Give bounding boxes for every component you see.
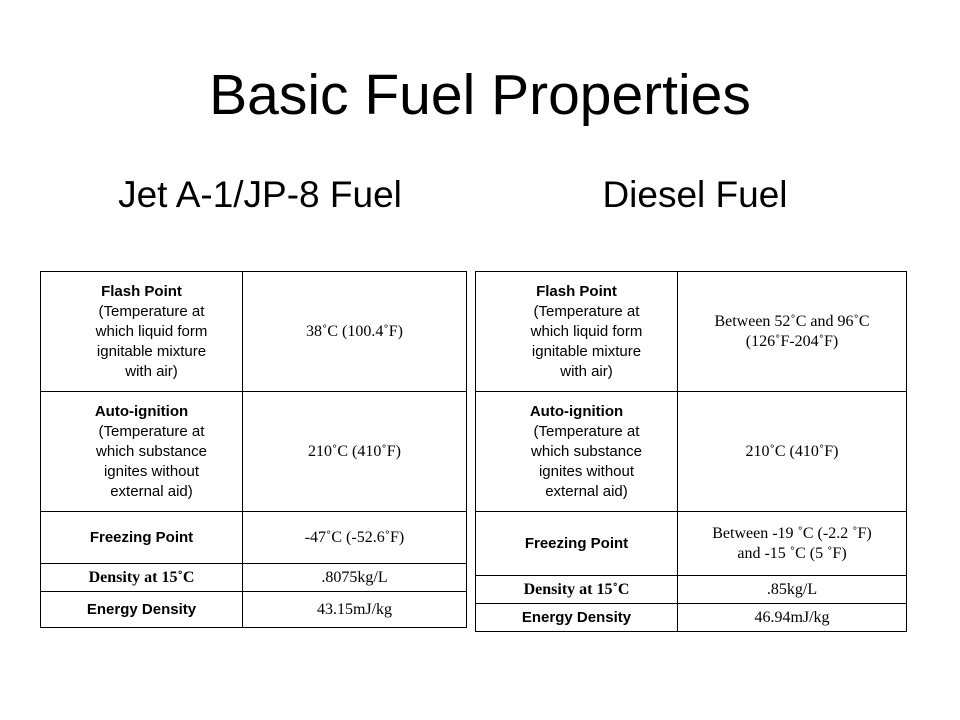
energy-density-value: 43.15mJ/kg — [243, 592, 467, 628]
freezing-point-value: -47˚C (-52.6˚F) — [243, 512, 467, 564]
flash-point-desc-line: which liquid form — [95, 322, 208, 340]
energy-density-label: Energy Density — [41, 592, 243, 628]
flash-point-value-line: Between 52˚C and 96˚C — [714, 312, 870, 330]
flash-point-value: 38˚C (100.4˚F) — [243, 272, 467, 392]
flash-point-label-cell — [476, 272, 678, 392]
table-row — [476, 576, 907, 604]
freezing-point-label: Freezing Point — [476, 512, 678, 576]
table-row — [41, 272, 467, 392]
auto-ignition-desc-line: ignites without — [538, 462, 635, 480]
auto-ignition-value: 210˚C (410˚F) — [243, 392, 467, 512]
table-row — [476, 392, 907, 512]
jet-fuel-properties-table — [40, 271, 467, 628]
auto-ignition-desc-line: which substance — [96, 442, 207, 460]
density-label: Density at 15˚C — [476, 576, 678, 604]
diesel-fuel-properties-table — [475, 271, 907, 632]
flash-point-label: Flash Point — [536, 282, 617, 300]
flash-point-label: Flash Point — [101, 282, 182, 300]
flash-point-desc-line: ignitable mixture — [96, 342, 207, 360]
auto-ignition-desc-line: ignites without — [103, 462, 200, 480]
density-value: .8075kg/L — [243, 564, 467, 592]
table-row — [476, 272, 907, 392]
freezing-point-label: Freezing Point — [41, 512, 243, 564]
freezing-point-value-line: and -15 ˚C (5 ˚F) — [737, 544, 847, 562]
density-label: Density at 15˚C — [41, 564, 243, 592]
auto-ignition-value: 210˚C (410˚F) — [678, 392, 907, 512]
energy-density-value: 46.94mJ/kg — [678, 604, 907, 632]
flash-point-value-cell — [678, 272, 907, 392]
flash-point-value-line: (126˚F-204˚F) — [745, 332, 839, 350]
density-value: .85kg/L — [678, 576, 907, 604]
flash-point-desc-line: (Temperature at — [533, 302, 640, 320]
table-row — [476, 512, 907, 576]
flash-point-desc-line: (Temperature at — [98, 302, 205, 320]
auto-ignition-label-cell — [476, 392, 678, 512]
auto-ignition-desc-line: (Temperature at — [98, 422, 205, 440]
flash-point-desc-line: ignitable mixture — [531, 342, 642, 360]
auto-ignition-label: Auto-ignition — [94, 402, 189, 420]
flash-point-desc-line: with air) — [560, 362, 613, 380]
slide-title: Basic Fuel Properties — [209, 63, 751, 127]
flash-point-label-cell — [41, 272, 243, 392]
jet-fuel-heading: Jet A-1/JP-8 Fuel — [118, 174, 402, 215]
flash-point-desc-line: with air) — [125, 362, 178, 380]
table-row — [41, 392, 467, 512]
auto-ignition-label: Auto-ignition — [529, 402, 624, 420]
energy-density-label: Energy Density — [476, 604, 678, 632]
freezing-point-value-cell — [678, 512, 907, 576]
freezing-point-value-line: Between -19 ˚C (-2.2 ˚F) — [712, 524, 872, 542]
auto-ignition-desc-line: which substance — [531, 442, 642, 460]
flash-point-desc-line: which liquid form — [530, 322, 643, 340]
auto-ignition-desc-line: (Temperature at — [533, 422, 640, 440]
table-row — [41, 564, 467, 592]
auto-ignition-label-cell — [41, 392, 243, 512]
table-row — [41, 512, 467, 564]
diesel-fuel-heading: Diesel Fuel — [602, 174, 788, 215]
table-row — [476, 604, 907, 632]
auto-ignition-desc-line: external aid) — [545, 482, 628, 500]
auto-ignition-desc-line: external aid) — [110, 482, 193, 500]
table-row — [41, 592, 467, 628]
